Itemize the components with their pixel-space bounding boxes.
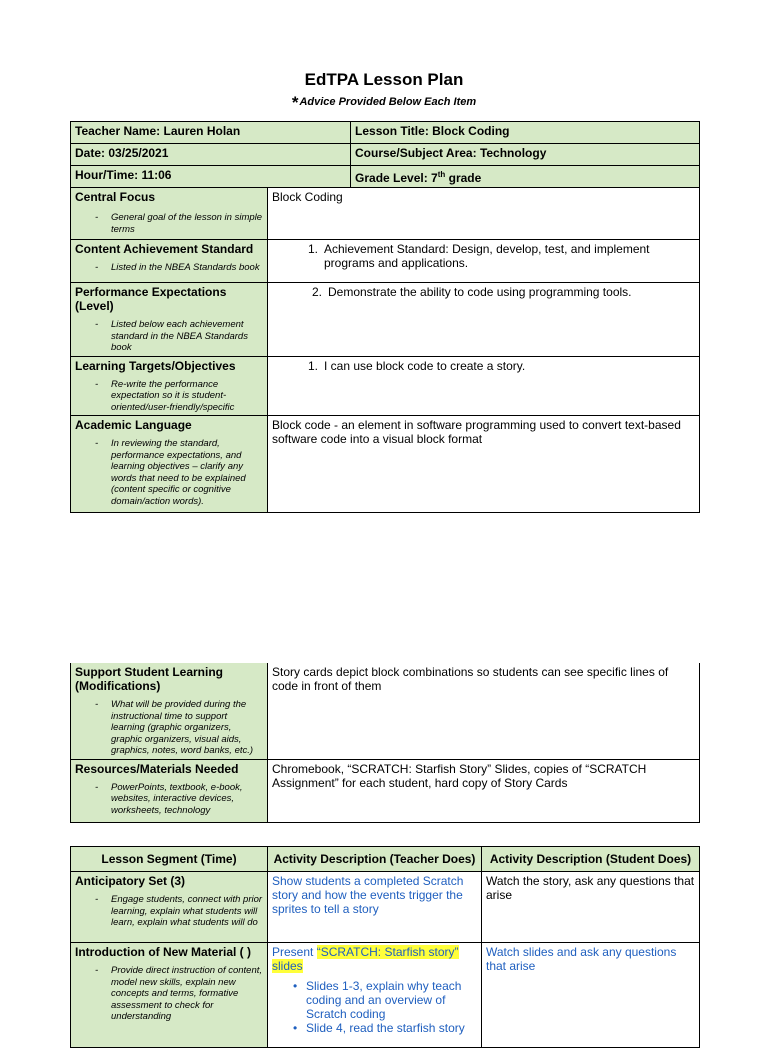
student-activity: Watch slides and ask any questions that arise xyxy=(482,943,700,1048)
segment-label-cell xyxy=(71,872,268,943)
segments-header-row xyxy=(71,847,700,872)
segment-label-cell xyxy=(71,943,268,1048)
section-advice: - PowerPoints, textbook, e-book, websites, interactive devices, worksheets, technology xyxy=(95,782,263,817)
grade-prefix: Grade Level: 7 xyxy=(355,171,438,185)
segment-anticipatory-set xyxy=(71,872,700,943)
numbered-item xyxy=(308,242,695,270)
section-label: Content Achievement Standard xyxy=(75,242,254,256)
support-resources-table xyxy=(70,663,700,823)
section-content: Block code - an element in software programming used to convert text-based software code into a visual block format xyxy=(268,416,700,513)
grade-sup: th xyxy=(437,170,446,179)
section-performance-expectations xyxy=(71,283,700,357)
highlighted-slides-title: “SCRATCH: Starfish story” slides xyxy=(272,945,459,973)
section-content: Story cards depict block combinations so students can see specific lines of code in front of them xyxy=(268,663,700,759)
lesson-segments-table xyxy=(70,846,700,1048)
section-content: Block Coding xyxy=(268,188,700,240)
info-row xyxy=(71,166,700,188)
segment-label: Anticipatory Set (3) xyxy=(75,874,186,888)
teacher-activity-cell xyxy=(268,943,482,1048)
section-learning-targets xyxy=(71,356,700,416)
segment-label: Introduction of New Material ( ) xyxy=(75,945,251,959)
teacher-bullet: • Slides 1-3, explain why teach coding and an overview of Scratch coding xyxy=(306,979,477,1021)
teacher-activity: Show students a completed Scratch story and how the events trigger the sprites to tell a story xyxy=(268,872,482,943)
section-content-cell xyxy=(268,283,700,357)
section-content-cell xyxy=(268,356,700,416)
asterisk: * xyxy=(291,93,299,112)
header-teacher-does: Activity Description (Teacher Does) xyxy=(268,847,482,872)
student-activity: Watch the story, ask any questions that arise xyxy=(482,872,700,943)
section-content: Chromebook, “SCRATCH: Starfish Story” Slides, copies of “SCRATCH Assignment” for each student, hard copy of Story Cards xyxy=(268,759,700,822)
section-label: Resources/Materials Needed xyxy=(75,761,239,776)
item-number: 2. xyxy=(312,285,323,299)
lesson-date: Date: 03/25/2021 xyxy=(71,144,351,166)
section-label-cell xyxy=(71,283,268,357)
subtitle-text: Advice Provided Below Each Item xyxy=(299,96,477,108)
item-text: I can use block code to create a story. xyxy=(324,358,526,373)
info-row xyxy=(71,144,700,166)
section-label-cell xyxy=(71,663,268,759)
teacher-name: Teacher Name: Lauren Holan xyxy=(71,122,351,144)
segment-advice: - Engage students, connect with prior learning, explain what students will learn, explain what students will do xyxy=(95,894,263,929)
section-label: Performance Expectations (Level) xyxy=(75,285,227,313)
section-central-focus xyxy=(71,188,700,240)
section-label-cell xyxy=(71,188,268,240)
section-label: Central Focus xyxy=(75,190,156,204)
section-content-standard xyxy=(71,240,700,283)
section-advice: - General goal of the lesson in simple terms xyxy=(95,212,263,235)
section-academic-language xyxy=(71,416,700,513)
header-lesson-segment: Lesson Segment (Time) xyxy=(71,847,268,872)
item-text: Achievement Standard: Design, develop, test, and implement programs and applications. xyxy=(324,242,650,270)
section-advice: - Listed in the NBEA Standards book xyxy=(95,262,263,274)
document-title: EdTPA Lesson Plan xyxy=(304,70,464,89)
course-subject: Course/Subject Area: Technology xyxy=(351,144,700,166)
section-label-cell xyxy=(71,240,268,283)
item-number: 1. xyxy=(308,242,319,256)
section-label-cell xyxy=(71,356,268,416)
section-label: Support Student Learning (Modifications) xyxy=(75,665,223,693)
lesson-title: Lesson Title: Block Coding xyxy=(351,122,700,144)
section-label-cell xyxy=(71,759,268,822)
numbered-item xyxy=(312,285,695,299)
teacher-bullet: • Slide 4, read the starfish story xyxy=(306,1021,477,1035)
numbered-item xyxy=(308,358,695,373)
info-row xyxy=(71,122,700,144)
item-text: Demonstrate the ability to code using programming tools. xyxy=(328,285,632,299)
document-subtitle xyxy=(0,93,768,113)
section-advice: - Re-write the performance expectation so it is student-oriented/user-friendly/specific xyxy=(95,379,263,414)
section-content-cell xyxy=(268,240,700,283)
hour-time: Hour/Time: 11:06 xyxy=(71,166,351,188)
segment-advice: - Provide direct instruction of content, model new skills, explain new concepts and terms, formative assessment to check for understanding xyxy=(95,965,263,1023)
section-resources xyxy=(71,759,700,822)
section-advice: - In reviewing the standard, performance expectations, and learning objectives – clarify any words that need to be explained (content specific or cognitive domain/action words). xyxy=(95,438,263,507)
teacher-activity-prefix: Present xyxy=(272,945,317,959)
header-student-does: Activity Description (Student Does) xyxy=(482,847,700,872)
section-label-cell xyxy=(71,416,268,513)
section-label: Academic Language xyxy=(75,418,192,432)
lesson-info-table xyxy=(70,121,700,513)
section-advice: - Listed below each achievement standard in the NBEA Standards book xyxy=(95,319,263,354)
grade-level xyxy=(351,166,700,188)
section-advice: - What will be provided during the instructional time to support learning (graphic organizers, graphic organizers, visual aids, graphics, notes, word banks, etc.) xyxy=(95,699,263,757)
segment-new-material xyxy=(71,943,700,1048)
section-label: Learning Targets/Objectives xyxy=(75,358,236,373)
item-number: 1. xyxy=(308,358,319,373)
section-support-learning xyxy=(71,663,700,759)
grade-suffix: grade xyxy=(445,171,482,185)
